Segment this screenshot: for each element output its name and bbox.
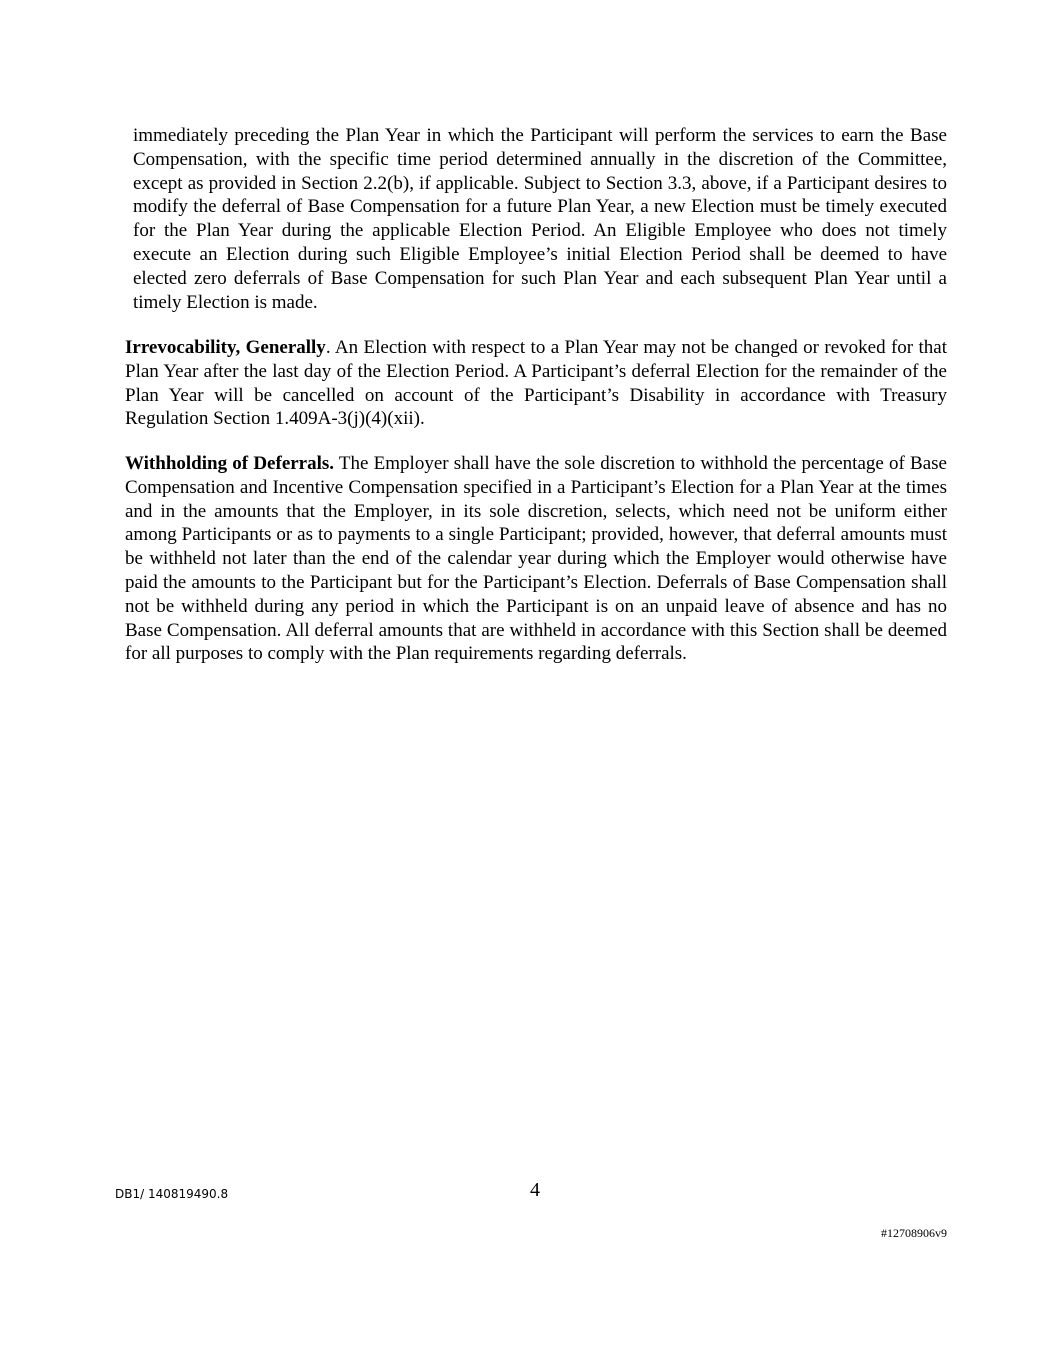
footer-document-id: DB1/ 140819490.8: [115, 1187, 229, 1201]
irrevocability-heading: Irrevocability, Generally: [125, 337, 326, 358]
withholding-paragraph: [125, 452, 947, 666]
footer-version-id: #12708906v9: [881, 1226, 947, 1240]
irrevocability-body: . An Election with respect to a Plan Year may not be changed or revoked for that Plan Year after the last day of the Election Period. A Participant’s deferral Election for the remainder of the Plan Year will be cancelled on account of the Participant’s Disability in accordance with Treasury Regulation Section 1.409A-3(j)(4)(xii).: [125, 337, 948, 430]
withholding-heading: Withholding of Deferrals.: [125, 453, 335, 474]
page-number: 4: [530, 1179, 540, 1201]
irrevocability-paragraph: [125, 336, 947, 431]
withholding-body: The Employer shall have the sole discretion to withhold the percentage of Base Compensation and Incentive Compensation specified in a Participant’s Election for a Plan Year at the times and in the amounts that the Employer, in its sole discretion, selects, which need not be uniform either among Participants or as to payments to a single Participant; provided, however, that deferral amounts must be withheld not later than the end of the calendar year during which the Employer would otherwise have paid the amounts to the Participant but for the Participant’s Election. Deferrals of Base Compensation shall not be withheld during any period in which the Participant is on an unpaid leave of absence and has no Base Compensation. All deferral amounts that are withheld in accordance with this Section shall be deemed for all purposes to comply with the Plan requirements regarding deferrals.: [125, 453, 947, 665]
continuation-paragraph: immediately preceding the Plan Year in which the Participant will perform the services to earn the Base Compensation, with the specific time period determined annually in the discretion of the Committee, except as provided in Section 2.2(b), if applicable. Subject to Section 3.3, above, if a Participant desires to modify the deferral of Base Compensation for a future Plan Year, a new Election must be timely executed for the Plan Year during the applicable Election Period. An Eligible Employee who does not timely execute an Election during such Eligible Employee’s initial Election Period shall be deemed to have elected zero deferrals of Base Compensation for such Plan Year and each subsequent Plan Year until a timely Election is made.: [133, 125, 947, 313]
